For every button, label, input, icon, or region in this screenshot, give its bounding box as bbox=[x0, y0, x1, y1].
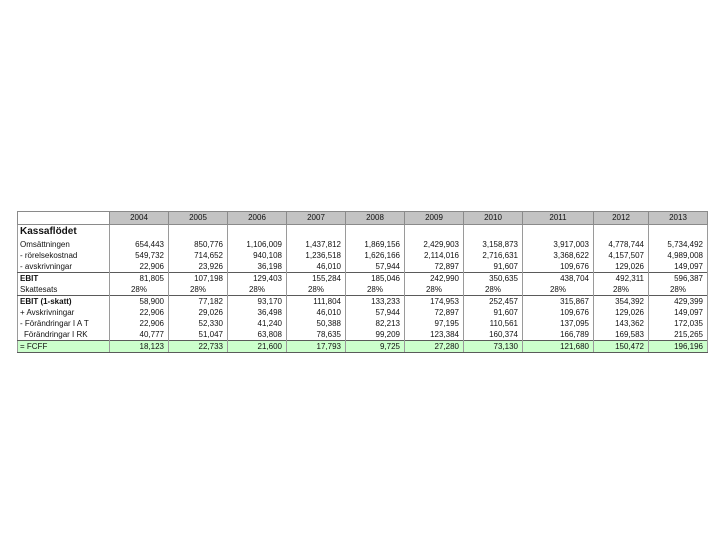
table-cell: 99,209 bbox=[346, 329, 405, 341]
table-cell: 129,026 bbox=[594, 307, 649, 318]
table-cell: 143,362 bbox=[594, 318, 649, 329]
year-header: 2011 bbox=[523, 212, 594, 225]
table-cell: 4,989,008 bbox=[649, 250, 708, 261]
row-label: EBIT (1-skatt) bbox=[18, 296, 110, 308]
year-header: 2010 bbox=[464, 212, 523, 225]
row-label: - Förändringar I A T bbox=[18, 318, 110, 329]
table-cell: 149,097 bbox=[649, 261, 708, 273]
table-cell: 4,157,507 bbox=[594, 250, 649, 261]
year-header: 2007 bbox=[287, 212, 346, 225]
table-cell: 109,676 bbox=[523, 261, 594, 273]
table-cell: 97,195 bbox=[405, 318, 464, 329]
row-label: Omsättningen bbox=[18, 239, 110, 250]
table-title-row bbox=[18, 225, 708, 240]
table-row bbox=[18, 261, 708, 273]
table-cell: 36,498 bbox=[228, 307, 287, 318]
year-header: 2005 bbox=[169, 212, 228, 225]
table-cell: 172,035 bbox=[649, 318, 708, 329]
table-cell: 252,457 bbox=[464, 296, 523, 308]
table-cell: 63,808 bbox=[228, 329, 287, 341]
year-header: 2006 bbox=[228, 212, 287, 225]
table-cell: 2,716,631 bbox=[464, 250, 523, 261]
table-cell: 354,392 bbox=[594, 296, 649, 308]
table-cell: 17,793 bbox=[287, 341, 346, 353]
table-cell: 1,236,518 bbox=[287, 250, 346, 261]
table-cell: 155,284 bbox=[287, 273, 346, 285]
table-cell: 111,804 bbox=[287, 296, 346, 308]
table-cell: 5,734,492 bbox=[649, 239, 708, 250]
table-cell: 3,158,873 bbox=[464, 239, 523, 250]
table-cell: 123,384 bbox=[405, 329, 464, 341]
row-label: + Avskrivningar bbox=[18, 307, 110, 318]
table-cell: 81,805 bbox=[110, 273, 169, 285]
row-label: Skattesats bbox=[18, 284, 110, 296]
table-cell: 1,106,009 bbox=[228, 239, 287, 250]
table-cell: 22,906 bbox=[110, 307, 169, 318]
table-cell: 51,047 bbox=[169, 329, 228, 341]
table-cell: 36,198 bbox=[228, 261, 287, 273]
table-cell: 28% bbox=[405, 284, 464, 296]
table-cell: 242,990 bbox=[405, 273, 464, 285]
table-cell: 22,906 bbox=[110, 261, 169, 273]
table-cell: 21,600 bbox=[228, 341, 287, 353]
table-cell: 52,330 bbox=[169, 318, 228, 329]
table-cell: 1,626,166 bbox=[346, 250, 405, 261]
header-corner-cell bbox=[18, 212, 110, 225]
table-cell: 438,704 bbox=[523, 273, 594, 285]
year-header-row bbox=[18, 212, 708, 225]
table-cell: 28% bbox=[228, 284, 287, 296]
table-cell: 166,789 bbox=[523, 329, 594, 341]
table-row bbox=[18, 284, 708, 296]
table-cell: 28% bbox=[287, 284, 346, 296]
table-cell: 129,026 bbox=[594, 261, 649, 273]
table-cell: 215,265 bbox=[649, 329, 708, 341]
table-cell: 77,182 bbox=[169, 296, 228, 308]
table-row bbox=[18, 239, 708, 250]
table-cell: 40,777 bbox=[110, 329, 169, 341]
table-cell: 185,046 bbox=[346, 273, 405, 285]
table-cell: 174,953 bbox=[405, 296, 464, 308]
table-cell: 714,652 bbox=[169, 250, 228, 261]
table-cell: 72,897 bbox=[405, 307, 464, 318]
table-cell: 28% bbox=[594, 284, 649, 296]
table-row bbox=[18, 296, 708, 308]
table-title: Kassaflödet bbox=[18, 225, 110, 240]
table-cell: 850,776 bbox=[169, 239, 228, 250]
table-row bbox=[18, 307, 708, 318]
row-label: = FCFF bbox=[18, 341, 110, 353]
table-cell: 91,607 bbox=[464, 307, 523, 318]
table-cell: 82,213 bbox=[346, 318, 405, 329]
table-row bbox=[18, 318, 708, 329]
year-header: 2004 bbox=[110, 212, 169, 225]
table-cell: 50,388 bbox=[287, 318, 346, 329]
row-label: - avskrivningar bbox=[18, 261, 110, 273]
table-cell: 28% bbox=[346, 284, 405, 296]
table-cell: 4,778,744 bbox=[594, 239, 649, 250]
table-row bbox=[18, 329, 708, 341]
table-cell: 22,733 bbox=[169, 341, 228, 353]
table-cell: 9,725 bbox=[346, 341, 405, 353]
table-cell: 46,010 bbox=[287, 307, 346, 318]
table-row bbox=[18, 273, 708, 285]
table-cell: 3,368,622 bbox=[523, 250, 594, 261]
table-cell: 91,607 bbox=[464, 261, 523, 273]
table-cell: 58,900 bbox=[110, 296, 169, 308]
row-label: - rörelsekostnad bbox=[18, 250, 110, 261]
table-cell: 28% bbox=[169, 284, 228, 296]
table-cell: 129,403 bbox=[228, 273, 287, 285]
table-cell: 1,869,156 bbox=[346, 239, 405, 250]
table-cell: 78,635 bbox=[287, 329, 346, 341]
fcff-row bbox=[18, 341, 708, 353]
table-cell: 73,130 bbox=[464, 341, 523, 353]
table-cell: 549,732 bbox=[110, 250, 169, 261]
table-cell: 27,280 bbox=[405, 341, 464, 353]
table-cell: 93,170 bbox=[228, 296, 287, 308]
cash-flow-table bbox=[17, 211, 708, 353]
year-header: 2009 bbox=[405, 212, 464, 225]
table-cell: 1,437,812 bbox=[287, 239, 346, 250]
table-cell: 133,233 bbox=[346, 296, 405, 308]
table-cell: 2,114,016 bbox=[405, 250, 464, 261]
table-cell: 22,906 bbox=[110, 318, 169, 329]
table-cell: 28% bbox=[110, 284, 169, 296]
table-cell: 110,561 bbox=[464, 318, 523, 329]
table-cell: 596,387 bbox=[649, 273, 708, 285]
table-cell: 121,680 bbox=[523, 341, 594, 353]
table-cell: 107,198 bbox=[169, 273, 228, 285]
table-cell: 654,443 bbox=[110, 239, 169, 250]
table-cell: 350,635 bbox=[464, 273, 523, 285]
table-cell: 940,108 bbox=[228, 250, 287, 261]
table-cell: 149,097 bbox=[649, 307, 708, 318]
table-cell: 196,196 bbox=[649, 341, 708, 353]
table-row bbox=[18, 250, 708, 261]
table-cell: 109,676 bbox=[523, 307, 594, 318]
row-label: Förändringar I RK bbox=[18, 329, 110, 341]
table-cell: 169,583 bbox=[594, 329, 649, 341]
table-cell: 28% bbox=[523, 284, 594, 296]
table-cell: 46,010 bbox=[287, 261, 346, 273]
row-label: EBIT bbox=[18, 273, 110, 285]
table-cell: 28% bbox=[464, 284, 523, 296]
table-cell: 18,123 bbox=[110, 341, 169, 353]
table-cell: 3,917,003 bbox=[523, 239, 594, 250]
year-header: 2008 bbox=[346, 212, 405, 225]
table-cell: 29,026 bbox=[169, 307, 228, 318]
table-cell: 23,926 bbox=[169, 261, 228, 273]
table-cell: 137,095 bbox=[523, 318, 594, 329]
table-cell: 72,897 bbox=[405, 261, 464, 273]
table-cell: 429,399 bbox=[649, 296, 708, 308]
table-cell: 28% bbox=[649, 284, 708, 296]
table-cell: 41,240 bbox=[228, 318, 287, 329]
table-cell: 57,944 bbox=[346, 261, 405, 273]
year-header: 2013 bbox=[649, 212, 708, 225]
year-header: 2012 bbox=[594, 212, 649, 225]
table-cell: 492,311 bbox=[594, 273, 649, 285]
table-cell: 150,472 bbox=[594, 341, 649, 353]
table-cell: 57,944 bbox=[346, 307, 405, 318]
table-cell: 2,429,903 bbox=[405, 239, 464, 250]
table-cell: 160,374 bbox=[464, 329, 523, 341]
table-cell: 315,867 bbox=[523, 296, 594, 308]
